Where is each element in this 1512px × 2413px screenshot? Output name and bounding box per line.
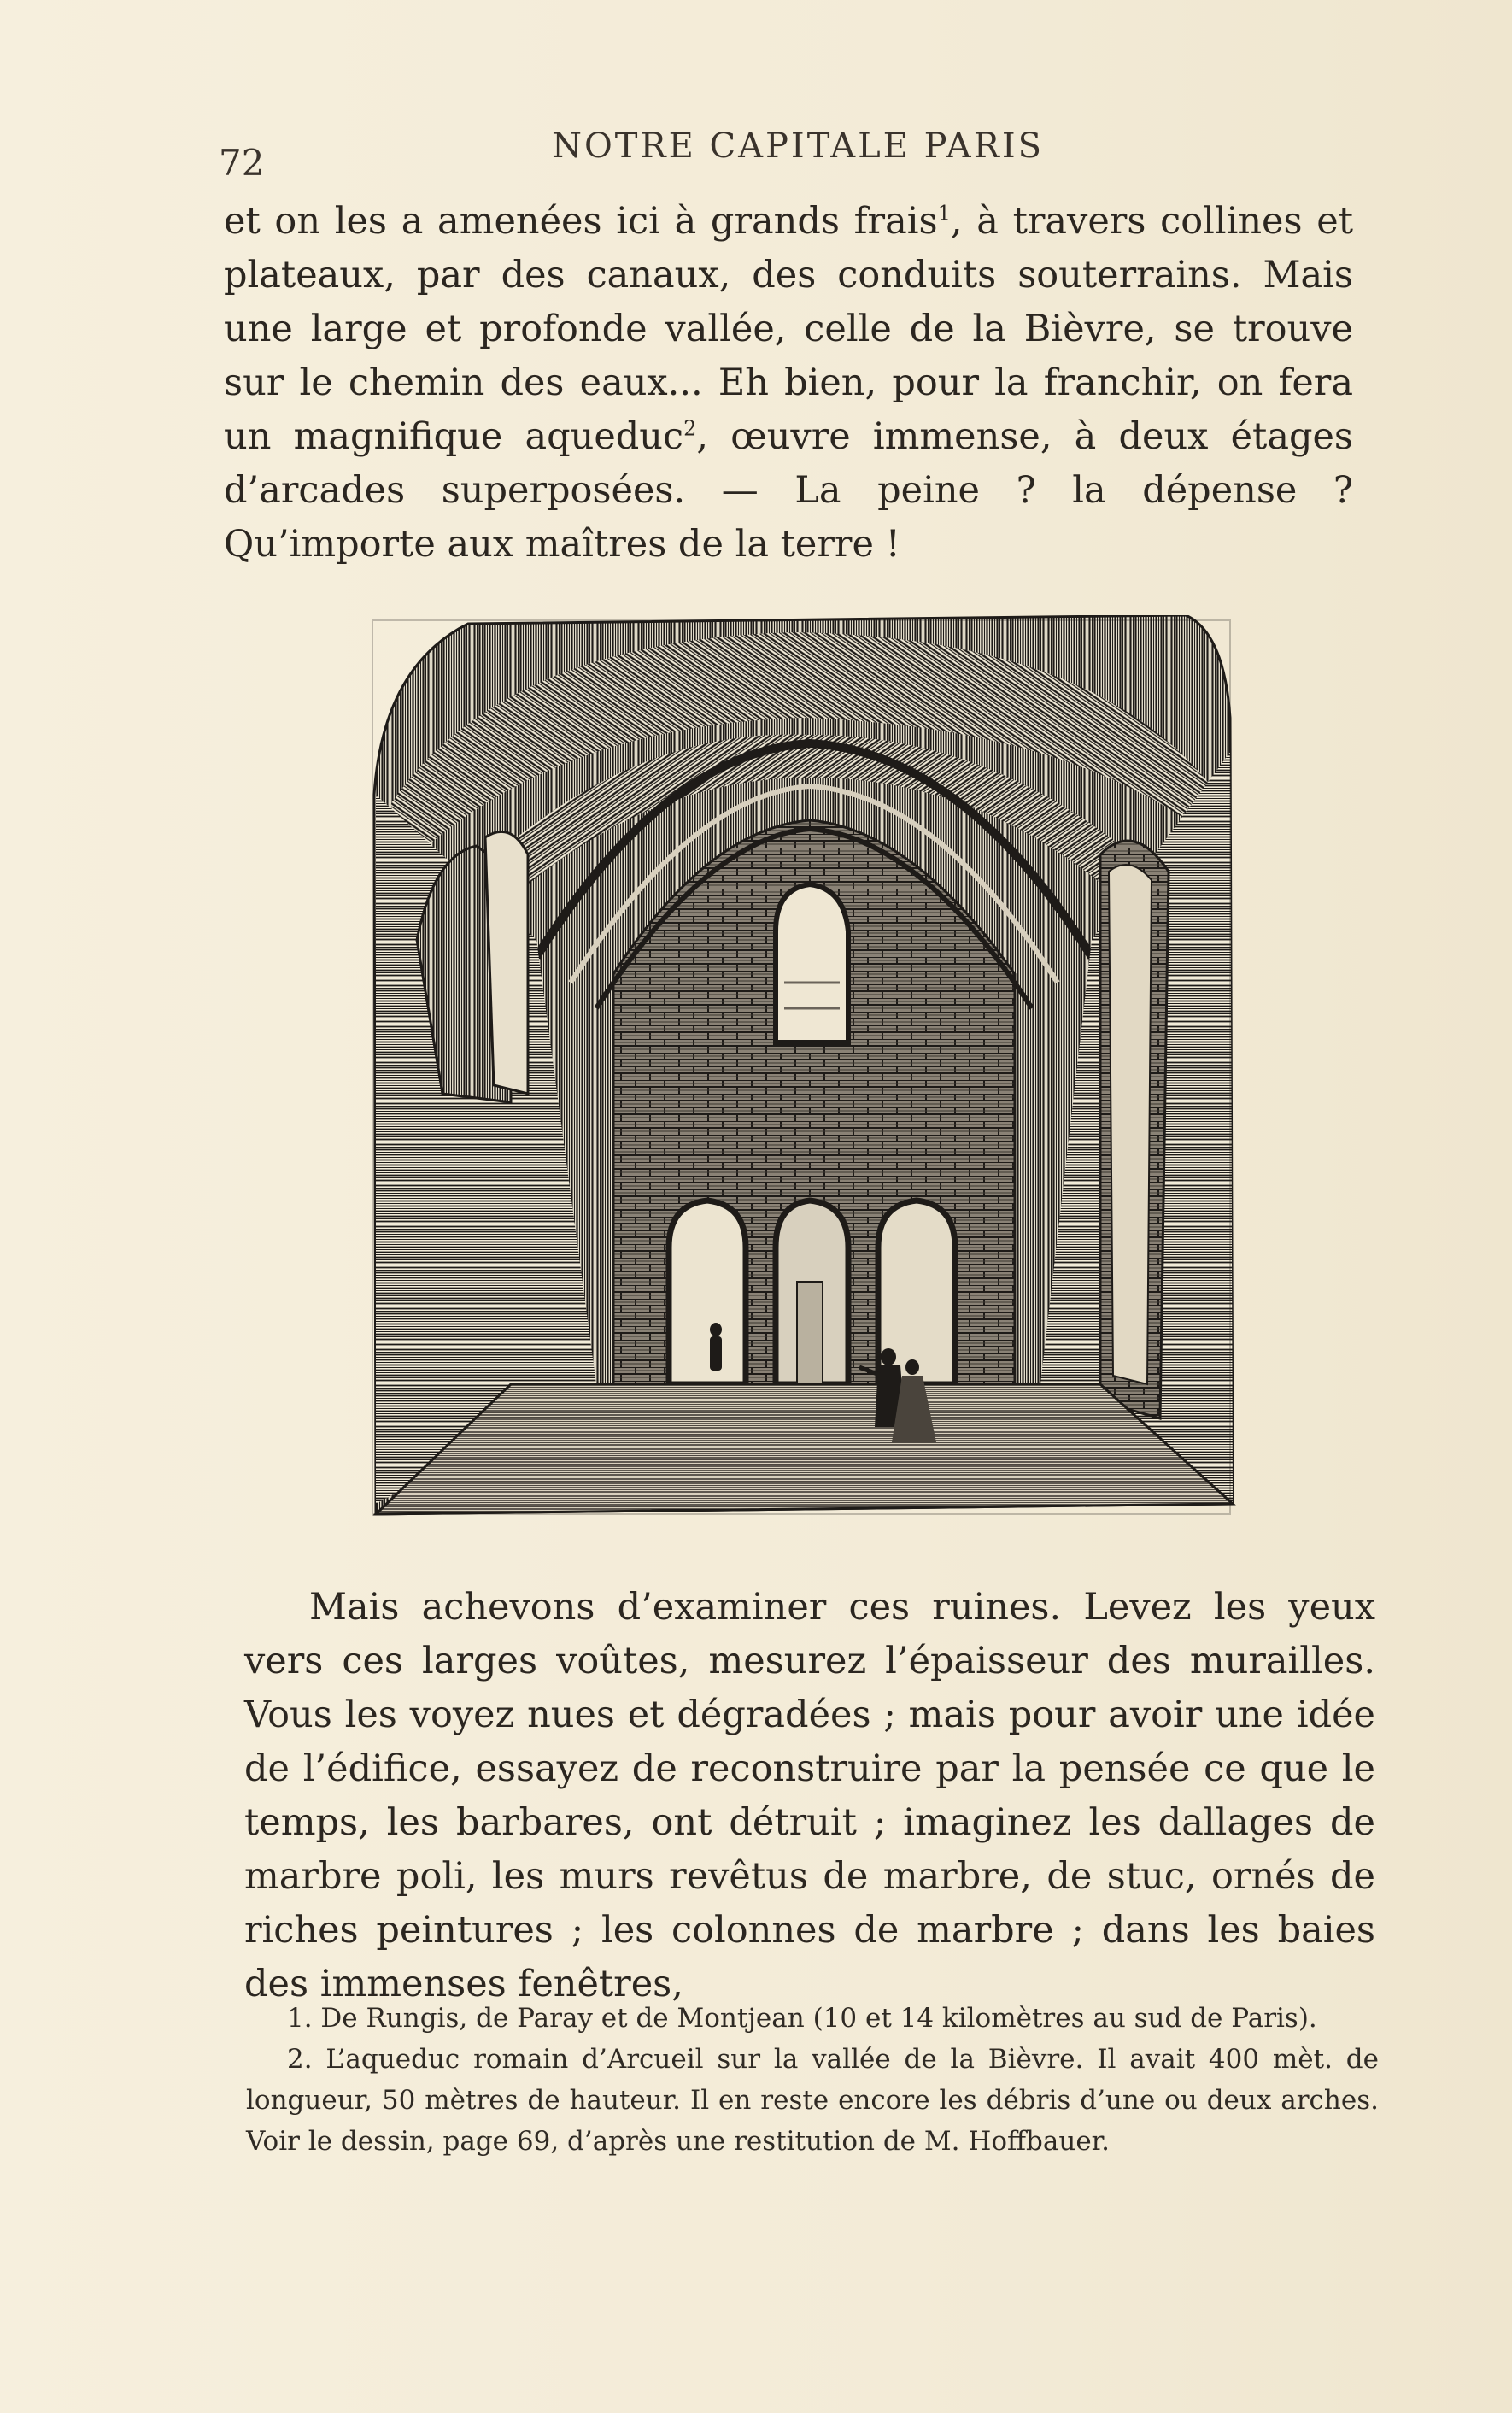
paragraph-2: Mais achevons d’examiner ces ruines. Levez les yeux vers ces larges voûtes, mesurez l’épaisseur des murailles. Vous les voyez nues et dégradées ; mais pour avoir une idée de l’édifice, essayez de reconstruire par la pensée ce que le temps, les barbares, ont détruit ; imaginez les dallages de marbre poli, les murs revêtus de marbre, de stuc, ornés de riches peintures ; les colonnes de marbre ; dans les baies des immenses fenêtres, bbox=[244, 1586, 1375, 2005]
footnote-ref-1[interactable]: 1 bbox=[937, 201, 951, 226]
footnotes bbox=[246, 1998, 1379, 2162]
footnote-1: 1. De Rungis, de Paray et de Montjean (10 et 14 kilomètres au sud de Paris). bbox=[287, 2003, 1317, 2034]
paragraph-1 bbox=[224, 195, 1353, 572]
paragraph-1-text-c: , œuvre immense, à deux étages d’arcades superposées. — La peine ? la dépense ? Qu’importe aux maîtres de la terre ! bbox=[224, 415, 1353, 566]
running-title: NOTRE CAPITALE PARIS bbox=[552, 126, 1045, 166]
running-head bbox=[219, 126, 1363, 184]
footnote-2: 2. L’aqueduc romain d’Arcueil sur la vallée de la Bièvre. Il avait 400 mèt. de longueur, 50 mètres de hauteur. Il en reste encore les débris d’une ou deux arches. Voir le dessin, page 69, d’après une restitution de M. Hoffbauer. bbox=[246, 2044, 1379, 2157]
footnote-ref-2[interactable]: 2 bbox=[683, 416, 697, 441]
page-number: 72 bbox=[219, 142, 265, 184]
paragraph-1-text-b: , à travers collines et plateaux, par des canaux, des conduits souterrains. Mais une large et profonde vallée, celle de la Bièvre, se trouve sur le chemin des eaux... Eh bien, pour la franchir, on fera un magnifique aqueduc bbox=[224, 200, 1353, 458]
engraving-illustration bbox=[366, 615, 1237, 1523]
paragraph-1-text-a: et on les a amenées ici à grands frais bbox=[224, 200, 938, 243]
